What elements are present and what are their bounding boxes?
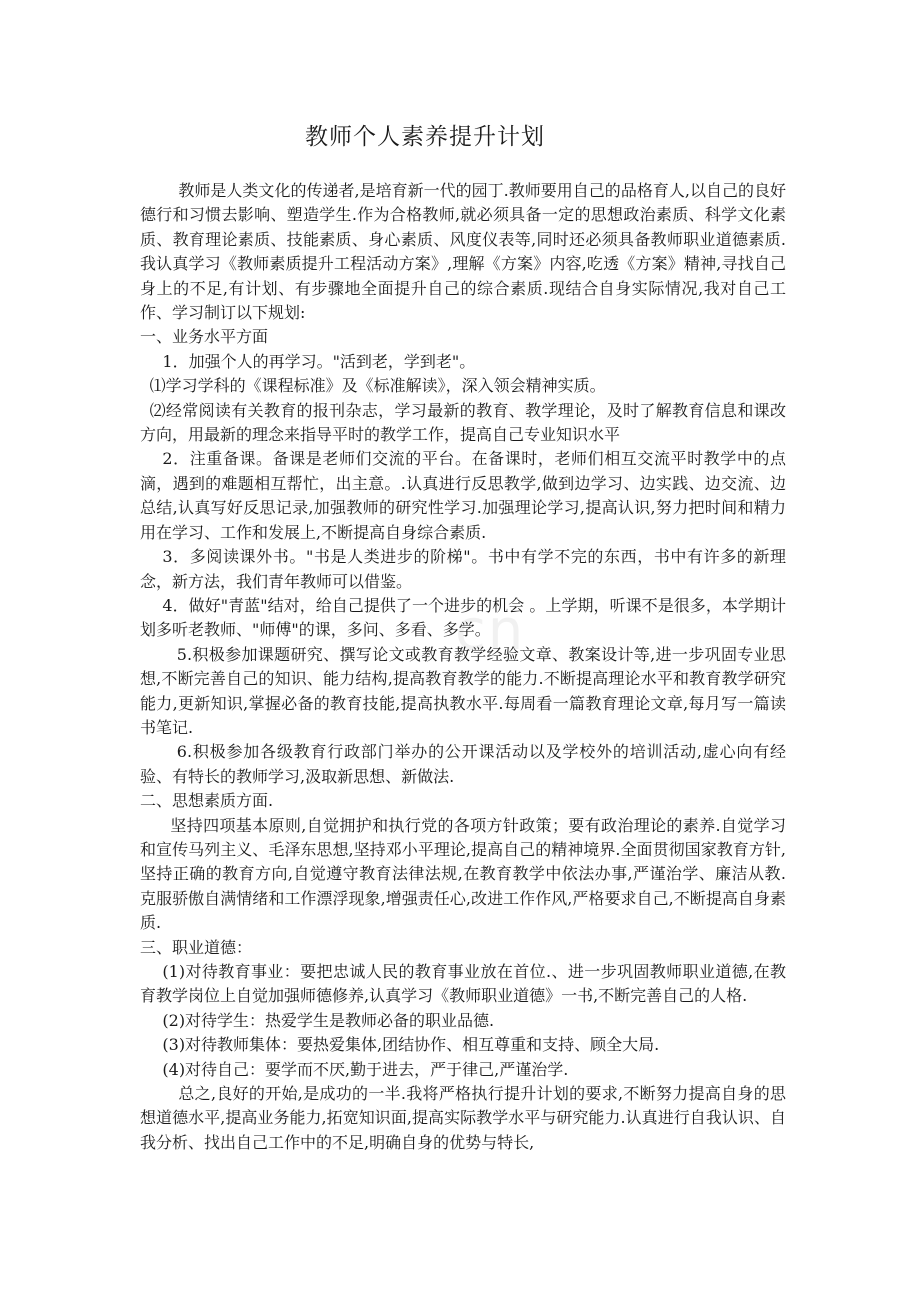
business-item-4: 4．做好"青蓝"结对，给自己提供了一个进步的机会 。上学期，听课不是很多，本学期计划多听老教师、"师傅"的课，多问、多看、多学。 xyxy=(140,595,786,640)
business-item-1-sub-1: ⑴学习学科的《课程标准》及《标准解读》，深入领会精神实质。 xyxy=(149,376,606,396)
document-body xyxy=(140,179,786,1155)
business-item-1-sub-2: ⑵经常阅读有关教育的报刊杂志，学习最新的教育、教学理论，及时了解教育信息和课改方向，用最新的理念来指导平时的教学工作，提高自己专业知识水平 xyxy=(140,400,786,445)
business-item-2: 2．注重备课。备课是老师们交流的平台。在备课时，老师们相互交流平时教学中的点滴，遇到的难题相互帮忙，出主意。.认真进行反思教学,做到边学习、边实践、边交流、边总结,认真写好反思记录,加强教师的研究性学习.加强理论学习,提高认识,努力把时间和精力用在学习、工作和发展上,不断提高自身综合素质. xyxy=(140,449,786,542)
ethics-item-2: (2)对待学生：热爱学生是教师必备的职业品德. xyxy=(162,1010,495,1030)
business-item-6: 6.积极参加各级教育行政部门举办的公开课活动以及学校外的培训活动,虚心向有经验、有特长的教师学习,汲取新思想、新做法. xyxy=(140,742,786,786)
business-item-3: 3．多阅读课外书。"书是人类进步的阶梯"。书中有学不完的东西，书中有许多的新理念，新方法，我们青年教师可以借鉴。 xyxy=(140,547,786,591)
ethics-item-1: (1)对待教育事业：要把忠诚人民的教育事业放在首位.、进一步巩固教师职业道德,在教育教学岗位上自觉加强师德修养,认真学习《教师职业道德》一书,不断完善自己的人格. xyxy=(140,962,786,1006)
section-heading-ethics: 三、职业道德： xyxy=(140,937,253,957)
section-heading-ideology: 二、思想素质方面. xyxy=(140,791,274,811)
business-item-5: 5.积极参加课题研究、撰写论文或教育教学经验文章、教案设计等,进一步巩固专业思想,不断完善自己的知识、能力结构,提高教育教学的能力.不断提高理论水平和教育教学研究能力,更新知识,掌握必备的教育技能,提高执教水平.每周看一篇教育理论文章,每月写一篇读书笔记. xyxy=(140,644,786,737)
intro-paragraph: 教师是人类文化的传递者,是培育新一代的园丁.教师要用自己的品格育人,以自己的良好德行和习惯去影响、塑造学生.作为合格教师,就必须具备一定的思想政治素质、科学文化素质、教育理论素质、技能素质、身心素质、风度仪表等,同时还必须具备教师职业道德素质.我认真学习《教师素质提升工程活动方案》,理解《方案》内容,吃透《方案》精神,寻找自己身上的不足,有计划、有步骤地全面提升自己的综合素质.现结合自身实际情况,我对自己工作、学习制订以下规划: xyxy=(140,181,786,323)
ethics-item-4: (4)对待自己：要学而不厌,勤于进去，严于律己,严谨治学. xyxy=(162,1059,569,1079)
ethics-item-3: (3)对待教师集体：要热爱集体,团结协作、相互尊重和支持、顾全大局. xyxy=(162,1035,660,1055)
conclusion-paragraph: 总之,良好的开始,是成功的一半.我将严格执行提升计划的要求,不断努力提高自身的思想道德水平,提高业务能力,拓宽知识面,提高实际教学水平与研究能力.认真进行自我认识、自我分析、找出自己工作中的不足,明确自身的优势与特长, xyxy=(140,1084,786,1152)
watermark: cn xyxy=(455,598,526,663)
business-item-1: 1．加强个人的再学习。"活到老，学到老"。 xyxy=(162,351,476,371)
ideology-paragraph: 坚持四项基本原则,自觉拥护和执行党的各项方针政策；要有政治理论的素养.自觉学习和宣传马列主义、毛泽东思想,坚持邓小平理论,提高自己的精神境界.全面贯彻国家教育方针,坚持正确的教育方向,自觉遵守教育法律法规,在教育教学中依法办事,严谨治学、廉洁从教. 克服骄傲自满情绪和工作漂浮现象,增强责任心,改进工作作风,严格要求自己,不断提高自身素质. xyxy=(140,815,786,933)
section-heading-business: 一、业务水平方面 xyxy=(140,327,269,347)
document-title: 教师个人素养提升计划 xyxy=(305,124,545,150)
